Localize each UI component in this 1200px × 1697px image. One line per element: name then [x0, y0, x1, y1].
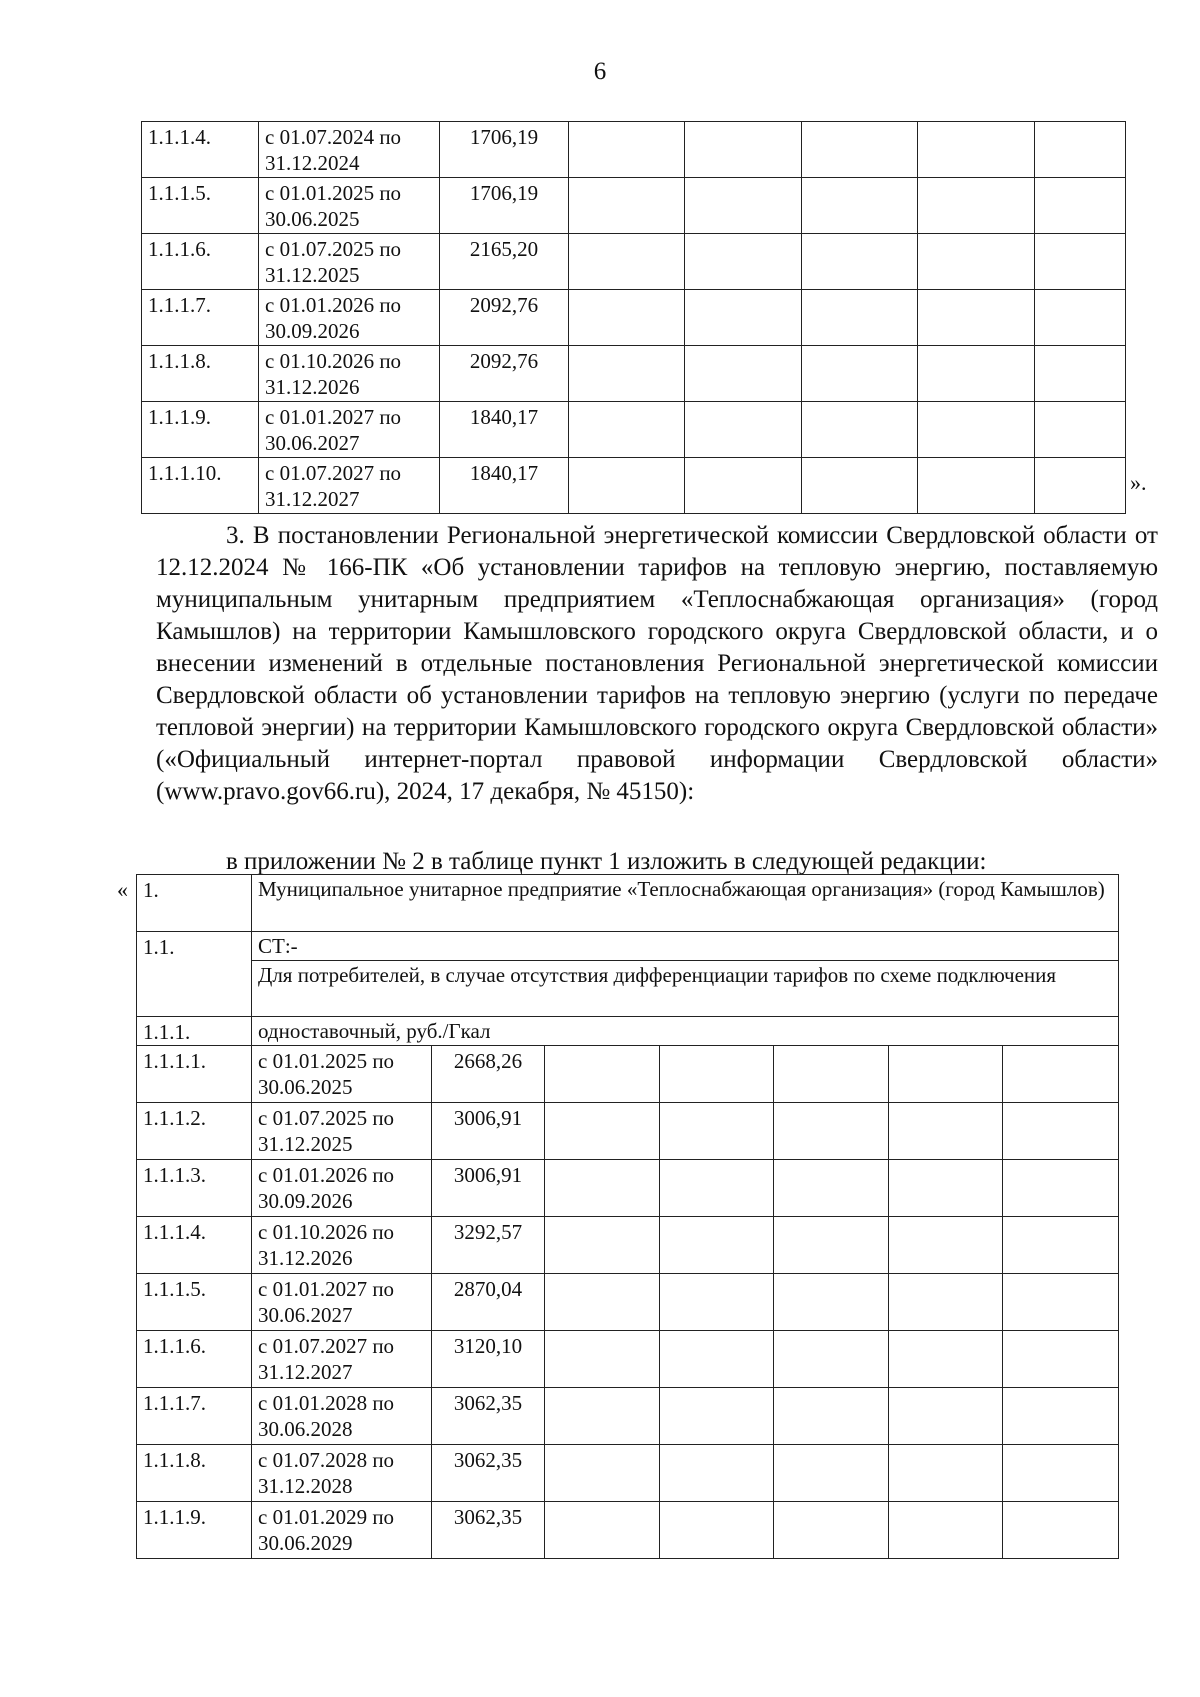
st-code: 1.1.: [137, 932, 252, 1017]
empty-cell: [569, 122, 685, 178]
row-code: 1.1.1.9.: [137, 1502, 252, 1559]
row-period: [259, 290, 440, 346]
row-value: 1840,17: [440, 458, 569, 514]
empty-cell: [774, 1445, 889, 1502]
paragraph-annex: в приложении № 2 в таблице пункт 1 изложить в следующей редакции:: [226, 848, 987, 875]
empty-cell: [569, 458, 685, 514]
row-period: [252, 1502, 432, 1559]
empty-cell: [545, 1046, 660, 1103]
empty-cell: [889, 1103, 1003, 1160]
row-period: [252, 1445, 432, 1502]
empty-cell: [1003, 1103, 1119, 1160]
org-name: Муниципальное унитарное предприятие «Теплоснабжающая организация» (город Камышлов): [252, 875, 1119, 932]
period-start: с 01.07.2027 по: [258, 1334, 395, 1358]
empty-cell: [802, 290, 918, 346]
empty-cell: [545, 1502, 660, 1559]
empty-cell: [660, 1502, 774, 1559]
empty-cell: [660, 1388, 774, 1445]
period-start: с 01.01.2027 по: [258, 1277, 395, 1301]
empty-cell: [1035, 178, 1126, 234]
empty-cell: [1003, 1502, 1119, 1559]
empty-cell: [1003, 1331, 1119, 1388]
period-end: 30.06.2025: [265, 207, 360, 231]
empty-cell: [918, 402, 1035, 458]
period-end: 30.06.2028: [258, 1417, 353, 1441]
table-row: [137, 1331, 1119, 1388]
period-start: с 01.07.2027 по: [265, 461, 402, 485]
period-start: с 01.07.2024 по: [265, 125, 402, 149]
empty-cell: [545, 1160, 660, 1217]
row-code: 1.1.1.7.: [142, 290, 259, 346]
period-start: с 01.01.2025 по: [265, 181, 402, 205]
empty-cell: [1003, 1388, 1119, 1445]
empty-cell: [774, 1160, 889, 1217]
empty-cell: [802, 122, 918, 178]
empty-cell: [889, 1445, 1003, 1502]
period-end: 31.12.2027: [258, 1360, 353, 1384]
row-period: [252, 1217, 432, 1274]
table-row: [137, 1502, 1119, 1559]
row-code: 1.1.1.6.: [137, 1331, 252, 1388]
empty-cell: [774, 1046, 889, 1103]
row-code: 1.1.1.7.: [137, 1388, 252, 1445]
table-row: [137, 1103, 1119, 1160]
row-value: 2668,26: [432, 1046, 545, 1103]
period-end: 30.09.2026: [265, 319, 360, 343]
rate-label: одноставочный, руб./Гкал: [252, 1017, 1119, 1046]
period-start: с 01.01.2029 по: [258, 1505, 395, 1529]
empty-cell: [685, 458, 802, 514]
period-end: 31.12.2026: [258, 1246, 353, 1270]
row-value: 3120,10: [432, 1331, 545, 1388]
table-row: [142, 178, 1126, 234]
empty-cell: [1003, 1445, 1119, 1502]
period-end: 30.06.2025: [258, 1075, 353, 1099]
empty-cell: [774, 1331, 889, 1388]
period-start: с 01.01.2027 по: [265, 405, 402, 429]
period-start: с 01.01.2028 по: [258, 1391, 395, 1415]
empty-cell: [569, 290, 685, 346]
empty-cell: [685, 346, 802, 402]
row-value: 3062,35: [432, 1502, 545, 1559]
empty-cell: [660, 1046, 774, 1103]
empty-cell: [802, 234, 918, 290]
empty-cell: [889, 1160, 1003, 1217]
row-value: 3062,35: [432, 1388, 545, 1445]
empty-cell: [685, 122, 802, 178]
period-end: 31.12.2026: [265, 375, 360, 399]
row-value: 2870,04: [432, 1274, 545, 1331]
st-label: СТ:-: [252, 932, 1119, 961]
empty-cell: [1003, 1274, 1119, 1331]
empty-cell: [1035, 122, 1126, 178]
empty-cell: [889, 1217, 1003, 1274]
period-start: с 01.01.2025 по: [258, 1049, 395, 1073]
empty-cell: [918, 290, 1035, 346]
period-start: с 01.07.2025 по: [265, 237, 402, 261]
row-value: 2092,76: [440, 346, 569, 402]
period-end: 31.12.2025: [265, 263, 360, 287]
rate-row: [137, 1017, 1119, 1046]
row-code: 1.1.1.9.: [142, 402, 259, 458]
org-code: 1.: [137, 875, 252, 932]
paragraph-3: 3. В постановлении Региональной энергетической комиссии Свердловской области от 12.12.2024 № 166-ПК «Об установлении тарифов на тепловую энергию, поставляемую муниципальным унитарным предприятием «Теплоснабжающая организация» (город Камышлов) на территории Камышловского городского округа Свердловской области, и о внесении изменений в отдельные постановления Региональной энергетической комиссии Свердловской области об установлении тарифов на тепловую энергию (услуги по передаче тепловой энергии) на территории Камышловского городского округа Свердловской области» («Официальный интернет-портал правовой информации Свердловской области» (www.pravo.gov66.ru), 2024, 17 декабря, № 45150):: [156, 522, 1158, 805]
empty-cell: [889, 1046, 1003, 1103]
row-code: 1.1.1.4.: [142, 122, 259, 178]
row-value: 2165,20: [440, 234, 569, 290]
row-period: [252, 1388, 432, 1445]
row-code: 1.1.1.8.: [137, 1445, 252, 1502]
empty-cell: [660, 1217, 774, 1274]
empty-cell: [918, 178, 1035, 234]
empty-cell: [569, 402, 685, 458]
row-value: 1706,19: [440, 122, 569, 178]
empty-cell: [1035, 458, 1126, 514]
row-code: 1.1.1.2.: [137, 1103, 252, 1160]
rate-code: 1.1.1.: [137, 1017, 252, 1046]
org-row: [137, 875, 1119, 932]
row-period: [252, 1160, 432, 1217]
table-row: [137, 1217, 1119, 1274]
empty-cell: [569, 346, 685, 402]
empty-cell: [774, 1502, 889, 1559]
table-row: [137, 1388, 1119, 1445]
consumers-row: [137, 961, 1119, 1017]
table-row: [142, 458, 1126, 514]
empty-cell: [685, 178, 802, 234]
row-period: [252, 1331, 432, 1388]
row-code: 1.1.1.6.: [142, 234, 259, 290]
period-start: с 01.10.2026 по: [265, 349, 402, 373]
period-end: 31.12.2025: [258, 1132, 353, 1156]
period-end: 30.06.2027: [258, 1303, 353, 1327]
row-period: [259, 122, 440, 178]
empty-cell: [660, 1274, 774, 1331]
empty-cell: [660, 1331, 774, 1388]
row-value: 2092,76: [440, 290, 569, 346]
empty-cell: [1003, 1217, 1119, 1274]
row-code: 1.1.1.8.: [142, 346, 259, 402]
tariff-table-new: [136, 874, 1119, 1559]
row-value: 1706,19: [440, 178, 569, 234]
empty-cell: [545, 1274, 660, 1331]
period-end: 31.12.2027: [265, 487, 360, 511]
row-value: 1840,17: [440, 402, 569, 458]
empty-cell: [918, 122, 1035, 178]
period-start: с 01.01.2026 по: [265, 293, 402, 317]
row-code: 1.1.1.3.: [137, 1160, 252, 1217]
empty-cell: [802, 402, 918, 458]
consumers-label: Для потребителей, в случае отсутствия дифференциации тарифов по схеме подключения: [252, 961, 1119, 1017]
row-period: [259, 234, 440, 290]
empty-cell: [1003, 1046, 1119, 1103]
row-value: 3292,57: [432, 1217, 545, 1274]
empty-cell: [1035, 346, 1126, 402]
empty-cell: [1003, 1160, 1119, 1217]
empty-cell: [802, 346, 918, 402]
empty-cell: [889, 1274, 1003, 1331]
table-row: [137, 1160, 1119, 1217]
row-period: [259, 346, 440, 402]
period-end: 31.12.2024: [265, 151, 360, 175]
empty-cell: [660, 1160, 774, 1217]
empty-cell: [774, 1217, 889, 1274]
empty-cell: [545, 1103, 660, 1160]
empty-cell: [889, 1331, 1003, 1388]
row-period: [259, 458, 440, 514]
tariff-table-continued: [141, 121, 1126, 514]
empty-cell: [918, 346, 1035, 402]
row-code: 1.1.1.4.: [137, 1217, 252, 1274]
period-end: 30.06.2029: [258, 1531, 353, 1555]
closing-quote: ».: [1130, 470, 1147, 495]
empty-cell: [545, 1331, 660, 1388]
empty-cell: [802, 458, 918, 514]
empty-cell: [569, 234, 685, 290]
row-value: 3062,35: [432, 1445, 545, 1502]
opening-quote: «: [117, 877, 128, 902]
page-number: 6: [593, 58, 607, 85]
table-row: [142, 122, 1126, 178]
table-row: [137, 1274, 1119, 1331]
row-period: [252, 1103, 432, 1160]
row-value: 3006,91: [432, 1103, 545, 1160]
row-period: [252, 1046, 432, 1103]
period-start: с 01.07.2025 по: [258, 1106, 395, 1130]
table-row: [142, 290, 1126, 346]
empty-cell: [685, 402, 802, 458]
empty-cell: [889, 1388, 1003, 1445]
row-period: [259, 402, 440, 458]
period-end: 30.09.2026: [258, 1189, 353, 1213]
period-start: с 01.07.2028 по: [258, 1448, 395, 1472]
row-code: 1.1.1.10.: [142, 458, 259, 514]
row-period: [252, 1274, 432, 1331]
empty-cell: [685, 234, 802, 290]
empty-cell: [918, 234, 1035, 290]
table-row: [142, 346, 1126, 402]
empty-cell: [889, 1502, 1003, 1559]
table-row: [142, 234, 1126, 290]
empty-cell: [802, 178, 918, 234]
empty-cell: [660, 1445, 774, 1502]
empty-cell: [545, 1388, 660, 1445]
empty-cell: [545, 1445, 660, 1502]
empty-cell: [774, 1103, 889, 1160]
table-row: [137, 1445, 1119, 1502]
row-code: 1.1.1.5.: [137, 1274, 252, 1331]
empty-cell: [1035, 290, 1126, 346]
row-code: 1.1.1.5.: [142, 178, 259, 234]
empty-cell: [660, 1103, 774, 1160]
empty-cell: [918, 458, 1035, 514]
period-start: с 01.01.2026 по: [258, 1163, 395, 1187]
empty-cell: [569, 178, 685, 234]
row-code: 1.1.1.1.: [137, 1046, 252, 1103]
empty-cell: [685, 290, 802, 346]
st-row: [137, 932, 1119, 961]
table-row: [137, 1046, 1119, 1103]
period-end: 31.12.2028: [258, 1474, 353, 1498]
empty-cell: [1035, 234, 1126, 290]
empty-cell: [545, 1217, 660, 1274]
period-end: 30.06.2027: [265, 431, 360, 455]
row-value: 3006,91: [432, 1160, 545, 1217]
empty-cell: [774, 1274, 889, 1331]
empty-cell: [1035, 402, 1126, 458]
row-period: [259, 178, 440, 234]
period-start: с 01.10.2026 по: [258, 1220, 395, 1244]
empty-cell: [774, 1388, 889, 1445]
table-row: [142, 402, 1126, 458]
